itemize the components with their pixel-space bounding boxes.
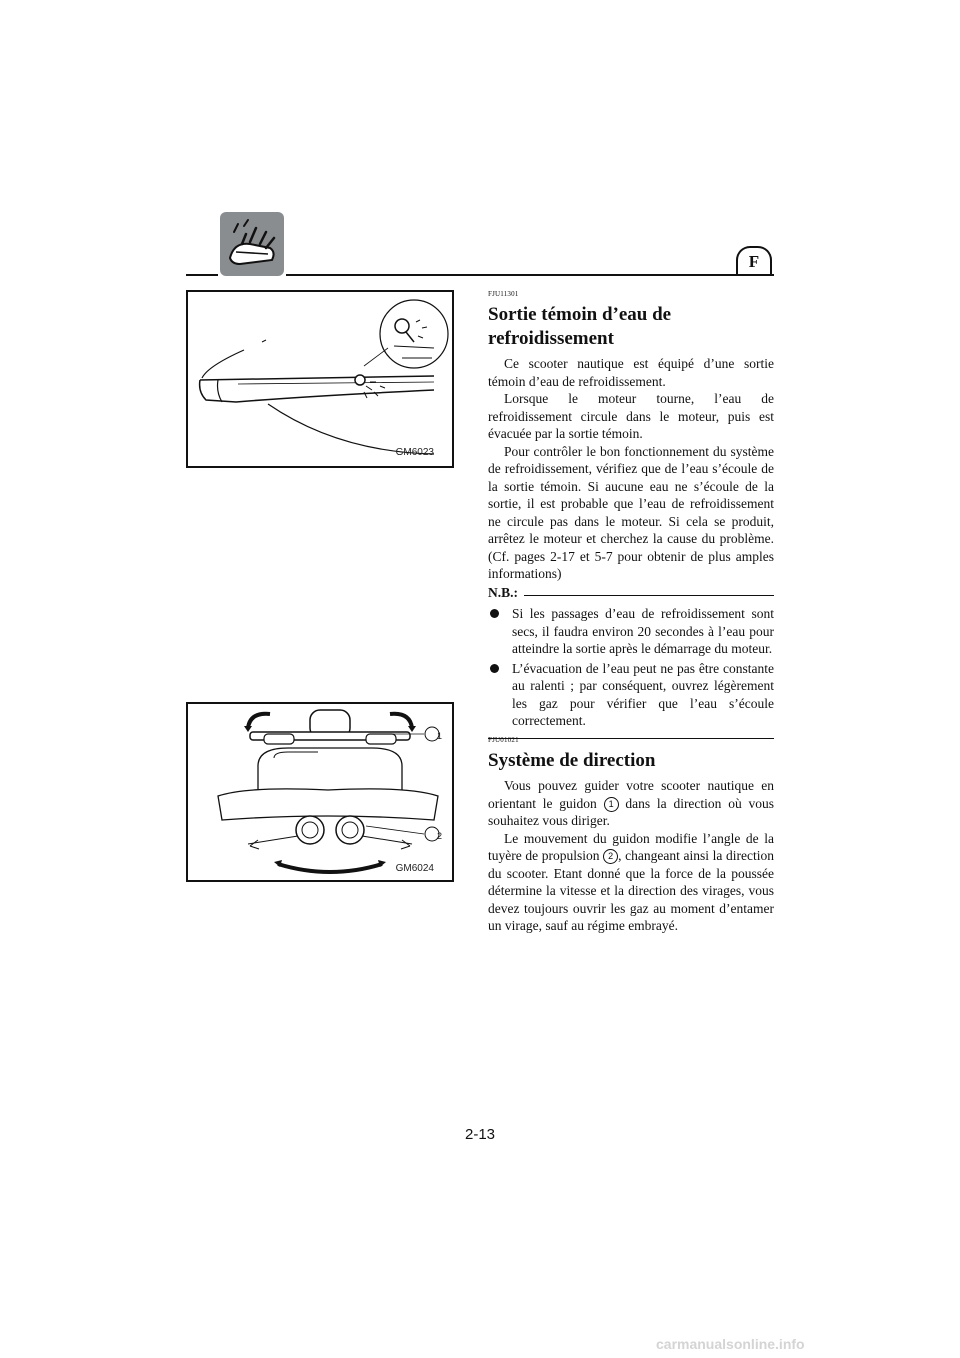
section-code: FJU01021 xyxy=(488,736,519,744)
cooling-water-outlet-figure xyxy=(186,290,454,468)
paragraph: Ce scooter nautique est équipé d’une sortie témoin d’eau de refroidissement. xyxy=(488,356,774,389)
note-item: L’évacuation de l’eau peut ne pas être constante au ralenti ; par conséquent, ouvrez légèrement les gaz pour vérifier que l’eau s’écoule correctement. xyxy=(488,660,774,730)
section-title: Sortie témoin d’eau de refroidissement xyxy=(488,304,672,349)
section-cooling-water xyxy=(488,290,774,739)
section-title: Système de direction xyxy=(488,750,656,771)
note-label: N.B.: xyxy=(488,584,518,600)
jet-ski-splash-icon xyxy=(220,212,284,276)
reference-number: 2 xyxy=(603,849,618,864)
handlebar-nozzle-drawing xyxy=(188,704,452,880)
paragraph: Le mouvement du guidon modifie l’angle de la tuyère de propulsion 2 , changeant ainsi la direction du scooter. Etant donné que la force de la poussée détermine la vitesse et la direction des virages, vous devez toujours ouvrir les gaz au moment d’entamer un virage, sauf au régime embrayé. xyxy=(488,830,774,933)
callout-2: 2 xyxy=(437,831,443,841)
paragraph: Pour contrôler le bon fonctionnement du système de refroidissement, vérifiez que de l’eau s’écoule de la sortie témoin. Si aucune eau ne s’écoule de la sortie, il est probable que l’eau de refroidissement ne circule pas dans le moteur. Si cela se produit, arrêtez le moteur et cherchez la cause du problème. (Cf. pages 2-17 et 5-7 pour obtenir de plus amples informations) xyxy=(488,443,774,581)
header-rule-left xyxy=(186,274,218,276)
note-list xyxy=(488,605,774,730)
note-heading xyxy=(488,584,774,602)
bullet-icon xyxy=(490,664,499,673)
section-code: FJU11301 xyxy=(488,290,519,298)
note-rule xyxy=(524,595,774,596)
figure-code: GM6023 xyxy=(395,447,434,458)
section-steering xyxy=(488,736,774,935)
figure-code: GM6024 xyxy=(395,863,434,874)
steering-system-figure xyxy=(186,702,454,882)
paragraph: Lorsque le moteur tourne, l’eau de refroidissement circule dans le moteur, puis est évacuée par la sortie témoin. xyxy=(488,391,774,441)
reference-number: 1 xyxy=(604,797,619,812)
header-rule-right xyxy=(286,274,774,276)
note-item: Si les passages d’eau de refroidissement sont secs, il faudra environ 20 secondes à l’eau pour atteindre la sortie après le démarrage du moteur. xyxy=(488,605,774,658)
language-badge: F xyxy=(736,246,772,274)
paragraph: Vous pouvez guider votre scooter nautique en orientant le guidon 1 dans la direction où vous souhaitez vous diriger. xyxy=(488,778,774,828)
page-number: 2-13 xyxy=(464,1126,496,1143)
callout-1: 1 xyxy=(437,731,443,741)
jet-ski-side-drawing xyxy=(188,292,452,466)
bullet-icon xyxy=(490,609,499,618)
watermark: carmanualsonline.info xyxy=(656,1336,805,1352)
